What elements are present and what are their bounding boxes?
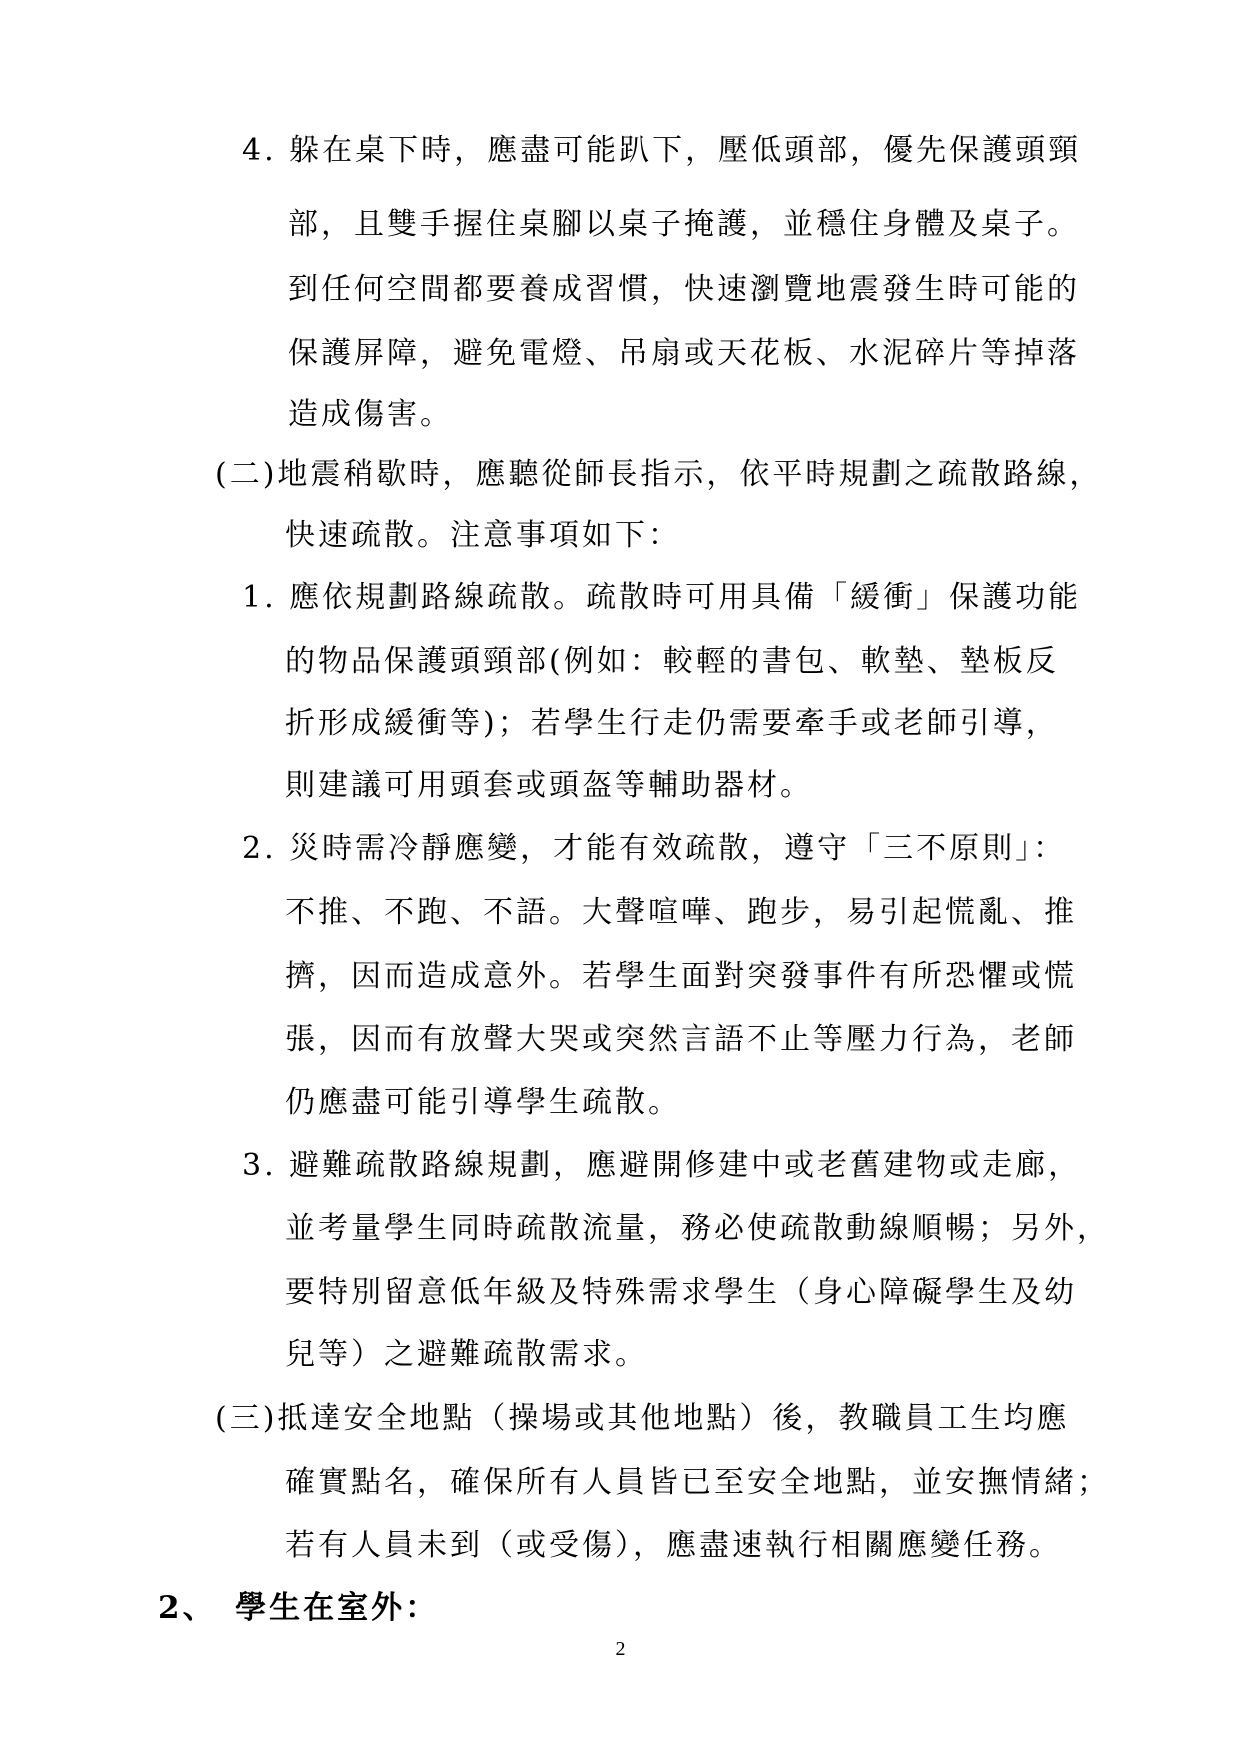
text-line: 要特別留意低年級及特殊需求學生（身心障礙學生及幼 <box>285 1275 1077 1310</box>
text-line: 2. 災時需冷靜應變，才能有效疏散，遵守「三不原則」： <box>242 831 1067 866</box>
text-line: 並考量學生同時疏散流量，務必使疏散動線順暢；另外， <box>285 1211 1110 1246</box>
section-heading: 2、 學生在室外： <box>158 1590 440 1626</box>
text-line: 擠，因而造成意外。若學生面對突發事件有所恐懼或慌 <box>285 959 1077 994</box>
text-line: 快速疏散。注意事項如下： <box>285 518 681 553</box>
text-line: 折形成緩衝等)；若學生行走仍需要牽手或老師引導， <box>285 706 1059 741</box>
text-line: 確實點名，確保所有人員皆已至安全地點，並安撫情緒； <box>285 1465 1110 1500</box>
text-line: 4. 躲在桌下時，應盡可能趴下，壓低頭部，優先保護頭頸 <box>242 133 1082 168</box>
text-line: 則建議可用頭套或頭盔等輔助器材。 <box>285 768 813 803</box>
text-line: 到任何空間都要養成習慣，快速瀏覽地震發生時可能的 <box>288 272 1080 307</box>
text-line: 若有人員未到（或受傷），應盡速執行相關應變任務。 <box>285 1528 1062 1563</box>
text-line: (三)抵達安全地點（操場或其他地點）後，教職員工生均應 <box>215 1401 1070 1436</box>
text-line: 1. 應依規劃路線疏散。疏散時可用具備「緩衝」保護功能 <box>242 580 1082 615</box>
text-line: 兒等）之避難疏散需求。 <box>285 1337 648 1372</box>
text-line: 保護屏障，避免電燈、吊扇或天花板、水泥碎片等掉落 <box>288 336 1080 371</box>
text-line: (二)地震稍歇時，應聽從師長指示，依平時規劃之疏散路線， <box>215 457 1103 492</box>
text-line: 不推、不跑、不語。大聲喧嘩、跑步，易引起慌亂、推 <box>285 895 1077 930</box>
text-line: 3. 避難疏散路線規劃，應避開修建中或老舊建物或走廊， <box>242 1148 1082 1183</box>
page-number: 2 <box>615 1638 626 1660</box>
text-line: 部，且雙手握住桌腳以桌子掩護，並穩住身體及桌子。 <box>288 207 1080 242</box>
text-line: 仍應盡可能引導學生疏散。 <box>285 1085 681 1120</box>
text-line: 造成傷害。 <box>288 397 453 432</box>
text-line: 的物品保護頭頸部(例如：較輕的書包、軟墊、墊板反 <box>285 644 1059 679</box>
text-line: 張，因而有放聲大哭或突然言語不止等壓力行為，老師 <box>285 1022 1077 1057</box>
